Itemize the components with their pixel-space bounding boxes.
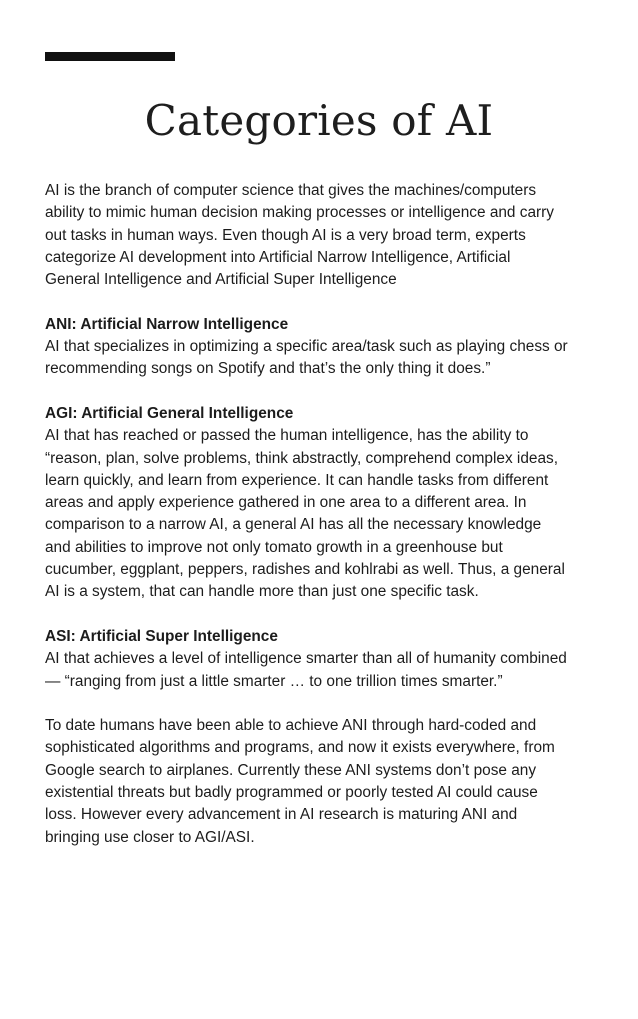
conclusion-line: existential threats but badly programmed or poorly tested AI could cause — [45, 784, 538, 802]
section-line: AI that specializes in optimizing a specific area/task such as playing chess or — [45, 338, 568, 356]
page-title: Categories of AI — [144, 96, 494, 145]
conclusion-line: Google search to airplanes. Currently these ANI systems don’t pose any — [45, 761, 537, 779]
conclusion-line: loss. However every advancement in AI research is maturing ANI and — [45, 806, 518, 824]
paragraph-spacer — [45, 291, 600, 313]
section-heading-asi: ASI: Artificial Super Intelligence — [45, 627, 278, 645]
section-heading-agi: AGI: Artificial General Intelligence — [45, 404, 294, 422]
intro-line: out tasks in human ways. Even though AI is a very broad term, experts — [45, 226, 526, 244]
document-body — [45, 180, 600, 849]
section-line: areas and apply experience gathered in one area to a different area. In — [45, 494, 527, 512]
section-line: cucumber, eggplant, peppers, radishes and kohlrabi as well. Thus, a general — [45, 561, 565, 579]
section-line: comparison to a narrow AI, a general AI has all the necessary knowledge — [45, 516, 542, 534]
intro-line: General Intelligence and Artificial Super Intelligence — [45, 271, 397, 289]
intro-line: categorize AI development into Artificial Narrow Intelligence, Artificial — [45, 248, 511, 266]
section-line: recommending songs on Spotify and that’s the only thing it does.” — [45, 360, 491, 378]
section-line: — “ranging from just a little smarter … to one trillion times smarter.” — [45, 672, 503, 690]
decorative-top-bar — [45, 52, 175, 61]
intro-paragraph — [45, 180, 600, 291]
section-line: AI that achieves a level of intelligence smarter than all of humanity combined — [45, 650, 567, 668]
section-heading-ani: ANI: Artificial Narrow Intelligence — [45, 315, 289, 333]
paragraph-spacer — [45, 693, 600, 715]
paragraph-spacer — [45, 604, 600, 626]
intro-line: ability to mimic human decision making processes or intelligence and carry — [45, 204, 554, 222]
section-line: learn quickly, and learn from experience. It can handle tasks from different — [45, 471, 549, 489]
paragraph-spacer — [45, 381, 600, 403]
section-line: and abilities to improve not only tomato growth in a greenhouse but — [45, 538, 503, 556]
conclusion-line: bringing use closer to AGI/ASI. — [45, 828, 255, 846]
conclusion-line: To date humans have been able to achieve ANI through hard-coded and — [45, 717, 537, 735]
section-asi — [45, 626, 600, 693]
section-ani — [45, 314, 600, 381]
section-line: AI is a system, that can handle more than just one specific task. — [45, 583, 479, 601]
section-line: “reason, plan, solve problems, think abstractly, comprehend complex ideas, — [45, 449, 558, 467]
section-agi — [45, 403, 600, 604]
intro-line: AI is the branch of computer science that gives the machines/computers — [45, 182, 537, 199]
conclusion-line: sophisticated algorithms and programs, and now it exists everywhere, from — [45, 739, 555, 757]
section-line: AI that has reached or passed the human intelligence, has the ability to — [45, 427, 529, 445]
conclusion-paragraph — [45, 715, 600, 849]
